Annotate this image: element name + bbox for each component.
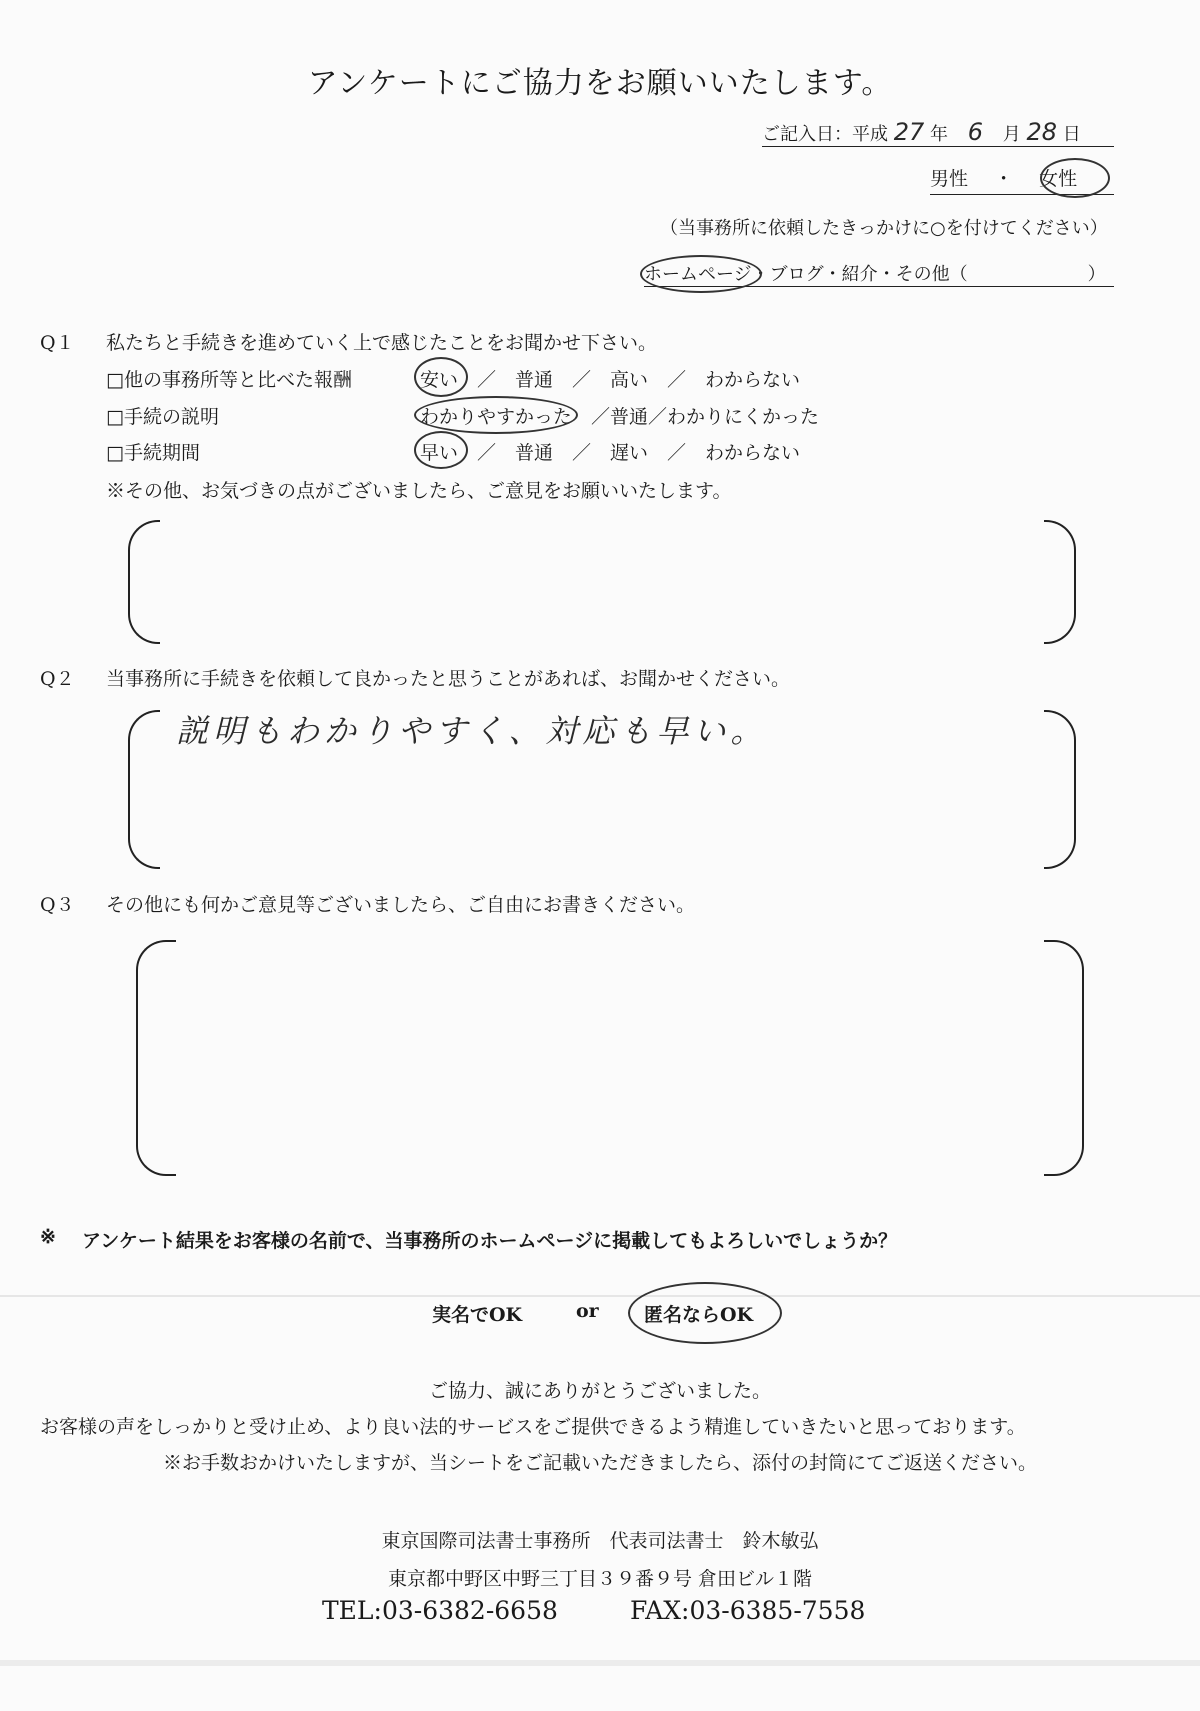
- publish-selection-circle: [628, 1282, 782, 1344]
- gender-female[interactable]: 女性: [1039, 168, 1078, 190]
- gender-male[interactable]: 男性: [930, 168, 969, 190]
- thanks-line-3: ※お手数おかけいたしますが、当シートをご記載いただきましたら、添付の封筒にてご返送ください。: [162, 1452, 1037, 1474]
- q1-answer-bracket-right: [1044, 520, 1076, 644]
- q1-text: 私たちと手続きを進めていく上で感じたことをお聞かせ下さい。: [106, 332, 658, 354]
- q2-answer-bracket-left: [128, 710, 160, 869]
- trigger-prompt: （当事務所に依頼したきっかけに○を付けてください）: [660, 218, 1108, 239]
- trigger-option-homepage[interactable]: ホームページ: [644, 264, 752, 285]
- q1-row-period-options[interactable]: 早い ／ 普通 ／ 遅い ／ わからない: [420, 442, 801, 464]
- publish-option-real-name[interactable]: 実名でOK: [432, 1304, 523, 1326]
- publish-mark: ※: [40, 1226, 56, 1248]
- q2-handwritten-answer[interactable]: 説明もわかりやすく、対応も早い。: [176, 712, 768, 750]
- date-day-unit: 日: [1062, 124, 1081, 145]
- q3-number: Q３: [40, 894, 75, 916]
- q2-answer-bracket-right: [1044, 710, 1076, 869]
- q1-row-explanation-options[interactable]: わかりやすかった ／普通／わかりにくかった: [420, 406, 820, 428]
- footer-fax: FAX:03-6385-7558: [630, 1596, 866, 1625]
- footer-office: 東京国際司法書士事務所 代表司法書士 鈴木敏弘: [381, 1530, 819, 1552]
- publish-question: アンケート結果をお客様の名前で、当事務所のホームページに掲載してもよろしいでしょうか？: [82, 1230, 898, 1252]
- date-year-unit: 年: [930, 124, 949, 145]
- date-field[interactable]: [762, 118, 1114, 147]
- q1-note: ※その他、お気づきの点がございましたら、ご意見をお願いいたします。: [106, 480, 732, 502]
- publish-option-anonymous[interactable]: 匿名ならOK: [644, 1304, 754, 1326]
- date-year: 27: [893, 118, 925, 146]
- date-day: 28: [1026, 118, 1058, 146]
- q3-answer-bracket-left: [136, 940, 176, 1176]
- trigger-close-paren: ）: [1087, 264, 1106, 285]
- date-label: ご記入日：平成: [762, 124, 888, 145]
- date-month: 6: [967, 118, 984, 146]
- q1-row-explanation-label[interactable]: □手続の説明: [106, 406, 219, 428]
- q1-row-fee-label[interactable]: □他の事務所等と比べた報酬: [106, 369, 352, 391]
- footer-tel: TEL:03-6382-6658: [322, 1596, 558, 1625]
- q3-text: その他にも何かご意見等ございましたら、ご自由にお書きください。: [106, 894, 696, 916]
- footer-address: 東京都中野区中野三丁目３９番９号 倉田ビル１階: [387, 1568, 813, 1590]
- q1-number: Q１: [40, 332, 75, 354]
- q2-text: 当事務所に手続きを依頼して良かったと思うことがあれば、お聞かせください。: [106, 668, 791, 690]
- q1-row-fee-options[interactable]: 安い ／ 普通 ／ 高い ／ わからない: [420, 369, 801, 391]
- q1-row-period-label[interactable]: □手続期間: [106, 442, 200, 464]
- q3-answer-area[interactable]: [180, 944, 1040, 1170]
- q3-answer-bracket-right: [1044, 940, 1084, 1176]
- page-title: アンケートにご協力をお願いいたします。: [307, 66, 893, 101]
- date-month-unit: 月: [1002, 124, 1021, 145]
- gender-selection-circle: [1040, 158, 1110, 198]
- thanks-line-1: ご協力、誠にありがとうございました。: [428, 1380, 771, 1402]
- q1-answer-bracket-left: [128, 520, 160, 644]
- q1-period-selection-circle: [414, 431, 468, 469]
- paper-fold-line: [0, 1660, 1200, 1666]
- gender-separator: ・: [994, 168, 1014, 190]
- q1-answer-area[interactable]: [160, 522, 1040, 638]
- q2-number: Q２: [40, 668, 75, 690]
- trigger-option-others[interactable]: ・ブログ・紹介・その他（: [751, 264, 968, 285]
- q1-fee-selection-circle: [414, 357, 468, 397]
- paper-fold-line: [0, 1295, 1200, 1297]
- publish-or: or: [576, 1300, 599, 1322]
- thanks-line-2: お客様の声をしっかりと受け止め、より良い法的サービスをご提供できるよう精進していきたいと思っております。: [40, 1416, 1026, 1438]
- q1-explanation-selection-circle: [414, 396, 578, 434]
- trigger-selection-circle: [640, 255, 762, 293]
